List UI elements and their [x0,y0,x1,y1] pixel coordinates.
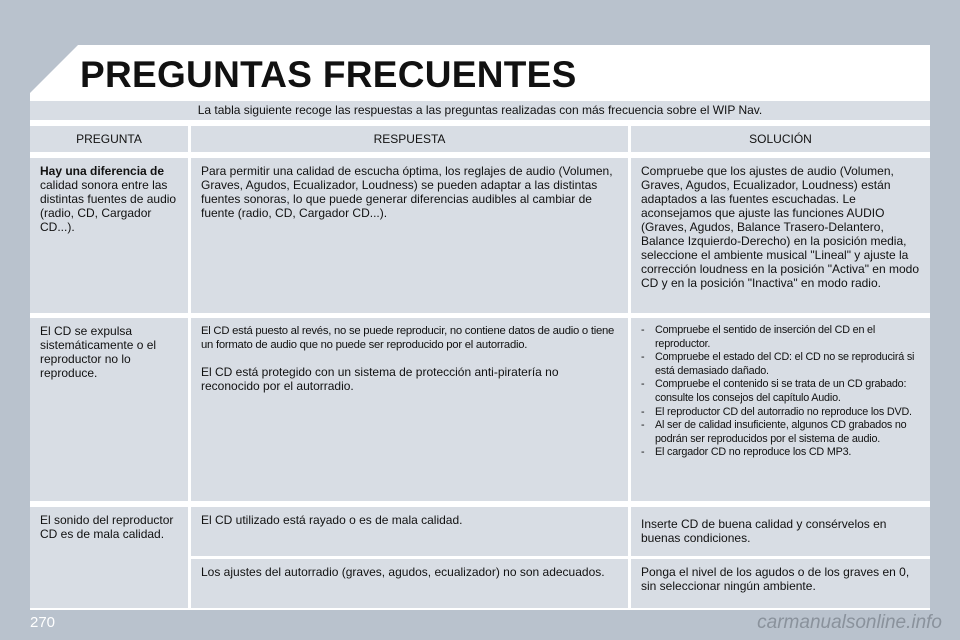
list-item: - Compruebe el sentido de inserción del CD en el reproductor. [641,324,920,351]
row3b-solution-text: Ponga el nivel de los agudos o de los graves en 0, sin seleccionar ningún ambiente. [641,565,910,593]
header-question: PREGUNTA [30,126,188,152]
row1-question [30,158,188,313]
row2-question-text: El CD se expulsa sistemáticamente o el reproductor no lo reproduce. [40,324,157,380]
row2-answer-text-1: El CD está puesto al revés, no se puede reproducir, no contiene datos de audio o tiene un formato de audio que no puede ser reproducido por el autorradio. [201,325,615,351]
list-item: - Al ser de calidad insuficiente, algunos CD grabados no podrán ser reproducidos por el sistema de audio. [641,419,920,446]
row1-solution [631,158,930,313]
row1-solution-text: Compruebe que los ajustes de audio (Volumen, Graves, Agudos, Ecualizador, Loudness) están adaptados a las fuentes escuchadas. Le aconsejamos que ajuste las funciones AUDIO (Graves, Agudos, Balance Trasero-Delantero, Balance Izquierdo-Derecho) en la posición media, seleccione el ambiente musical "Lineal" y ajuste la corrección loudness en la posición "Activa" en modo CD y en la posición "Inactiva" en modo radio. [641,164,920,290]
row2-solution [631,318,930,501]
row3-question-text: El sonido del reproductor CD es de mala calidad. [40,513,174,541]
row2-answer [191,318,628,501]
row2-answer-text-2: El CD está protegido con un sistema de protección anti-piratería no reconocido por el autorradio. [201,365,559,393]
list-item: - El cargador CD no reproduce los CD MP3. [641,446,920,460]
row1-question-lead: Hay una diferencia de [40,164,165,178]
row2-solution-list [641,324,920,460]
folded-corner [30,45,78,93]
row1-answer-text: Para permitir una calidad de escucha óptima, los reglajes de audio (Volumen, Graves, Agudos, Ecualizador, Loudness) se pueden adaptar a las distintas fuentes sonoras, lo que puede generar diferencias audibles al cambiar de fuente (radio, CD, Cargador CD...). [201,164,613,220]
page-number: 270 [30,614,56,631]
row3b-solution [631,559,930,608]
header-solution: SOLUCIÓN [631,126,930,152]
row1-question-text: calidad sonora entre las distintas fuentes de audio (radio, CD, Cargador CD...). [40,178,177,234]
intro-text: La tabla siguiente recoge las respuestas a las preguntas realizadas con más frecuencia sobre el WIP Nav. [30,101,930,120]
list-item: - Compruebe el contenido si se trata de un CD grabado: consulte los consejos del capítulo Audio. [641,378,920,405]
row2-question [30,318,188,501]
header-answer: RESPUESTA [191,126,628,152]
row3b-answer [191,559,628,608]
watermark: carmanualsonline.info [757,612,942,633]
page-title: PREGUNTAS FRECUENTES [80,54,577,95]
row3a-solution [631,507,930,556]
row1-answer [191,158,628,313]
row3a-answer-text: El CD utilizado está rayado o es de mala calidad. [201,513,463,527]
row3a-solution-text: Inserte CD de buena calidad y consérvelos en buenas condiciones. [641,517,887,545]
list-item: - El reproductor CD del autorradio no reproduce los DVD. [641,406,920,420]
row3a-answer [191,507,628,556]
row3-question [30,507,188,608]
row3b-answer-text: Los ajustes del autorradio (graves, agudos, ecualizador) no son adecuados. [201,565,605,579]
list-item: - Compruebe el estado del CD: el CD no se reproducirá si está demasiado dañado. [641,351,920,378]
